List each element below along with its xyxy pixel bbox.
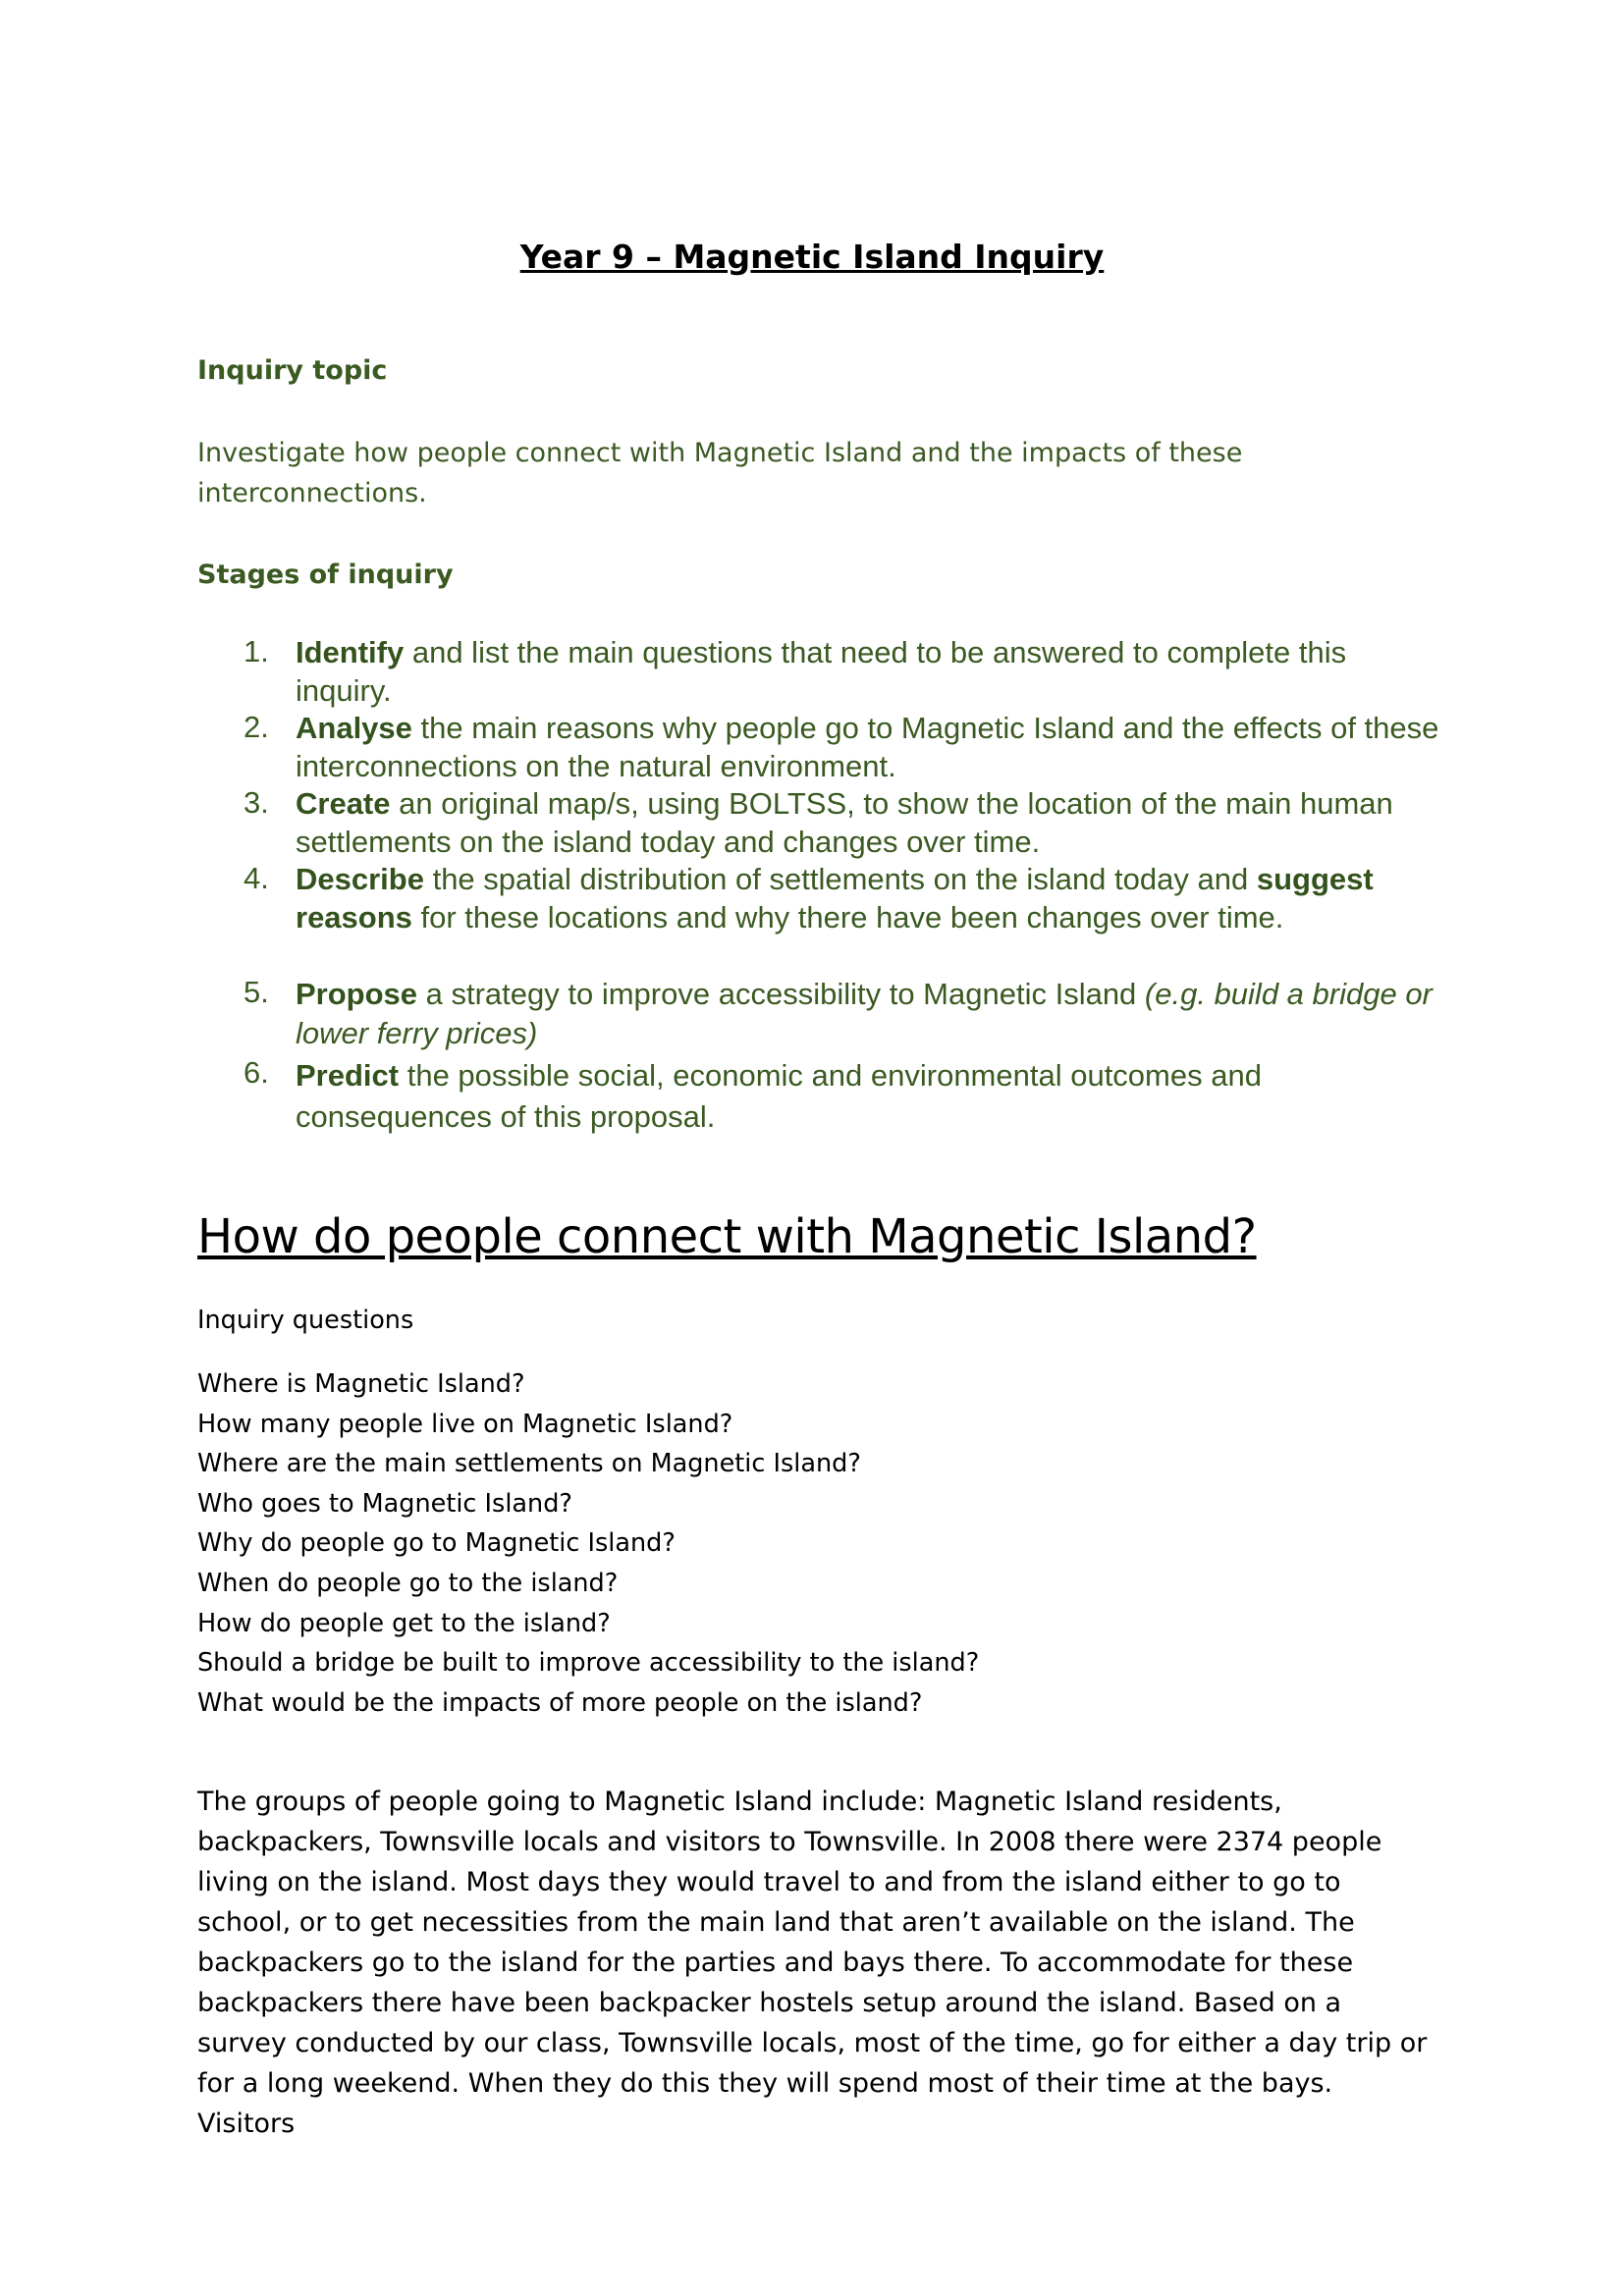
stage-text	[296, 634, 1444, 710]
stage-verb: Identify	[296, 635, 405, 669]
stage-description: an original map/s, using BOLTSS, to show the location of the main human settlements on the island today and changes over time.	[296, 786, 1393, 859]
list-item: Why do people go to Magnetic Island?	[197, 1528, 676, 1559]
stage-text	[296, 785, 1444, 861]
stage-description: the spatial distribution of settlements on the island today and	[423, 862, 1257, 896]
stage-verb: Propose	[296, 977, 418, 1011]
list-item: Should a bridge be built to improve accessibility to the island?	[197, 1648, 980, 1679]
body-paragraph: The groups of people going to Magnetic Island include: Magnetic Island residents, backpackers, Townsville locals and visitors to Townsville. In 2008 there were 2374 people living on the island. Most days they would travel to and from the island either to go to school, or to get necessities from the main land that aren’t available on the island. The backpackers go to the island for the parties and bays there. To accommodate for these backpackers there have been backpacker hostels setup around the island. Based on a survey conducted by our class, Townsville locals, most of the time, go for either a day trip or for a long weekend. When they do this they will spend most of their time at the bays. Visitors	[197, 1787, 1428, 2139]
stage-verb: Predict	[296, 1058, 400, 1093]
inquiry-topic-text: Investigate how people connect with Magnetic Island and the impacts of these interconnections.	[197, 438, 1243, 508]
stage-text	[296, 1055, 1444, 1138]
stage-number: 1.	[244, 634, 269, 668]
inquiry-questions-list	[197, 1364, 979, 1723]
stage-number: 6.	[244, 1055, 269, 1090]
stage-number: 4.	[244, 861, 269, 895]
list-item: Where is Magnetic Island?	[197, 1369, 525, 1399]
stage-text	[296, 975, 1444, 1053]
stage-description: the main reasons why people go to Magnetic Island and the effects of these interconnections on the natural environment.	[296, 711, 1439, 783]
list-item: What would be the impacts of more people on the island?	[197, 1687, 923, 1718]
stage-text	[296, 861, 1444, 936]
stage-number: 2.	[244, 710, 269, 744]
stages-heading: Stages of inquiry	[197, 560, 454, 590]
stage-example: (e.g. build a bridge or lower ferry prices)	[296, 977, 1433, 1050]
stage-verb: Create	[296, 786, 391, 821]
stage-verb-secondary: suggest reasons	[296, 862, 1374, 934]
inquiry-questions-label: Inquiry questions	[197, 1306, 414, 1335]
inquiry-topic-heading: Inquiry topic	[197, 355, 388, 386]
list-item: Where are the main settlements on Magnetic Island?	[197, 1449, 861, 1479]
stage-description: and list the main questions that need to be answered to complete this inquiry.	[296, 635, 1347, 708]
stage-description-continued: for these locations and why there have been changes over time.	[411, 899, 1284, 934]
section-heading: How do people connect with Magnetic Island?	[197, 1209, 1257, 1264]
list-item: When do people go to the island?	[197, 1568, 619, 1598]
list-item: How many people live on Magnetic Island?	[197, 1409, 733, 1439]
document-title: Year 9 – Magnetic Island Inquiry	[519, 238, 1105, 276]
stage-description: the possible social, economic and environmental outcomes and consequences of this proposal.	[296, 1058, 1262, 1134]
list-item: Who goes to Magnetic Island?	[197, 1488, 572, 1519]
stage-verb: Describe	[296, 862, 424, 896]
stage-verb: Analyse	[296, 711, 412, 745]
stage-text	[296, 710, 1444, 785]
stage-description: a strategy to improve accessibility to Magnetic Island	[417, 977, 1145, 1011]
stage-number: 3.	[244, 785, 269, 820]
stage-number: 5.	[244, 975, 269, 1009]
list-item: How do people get to the island?	[197, 1608, 611, 1638]
